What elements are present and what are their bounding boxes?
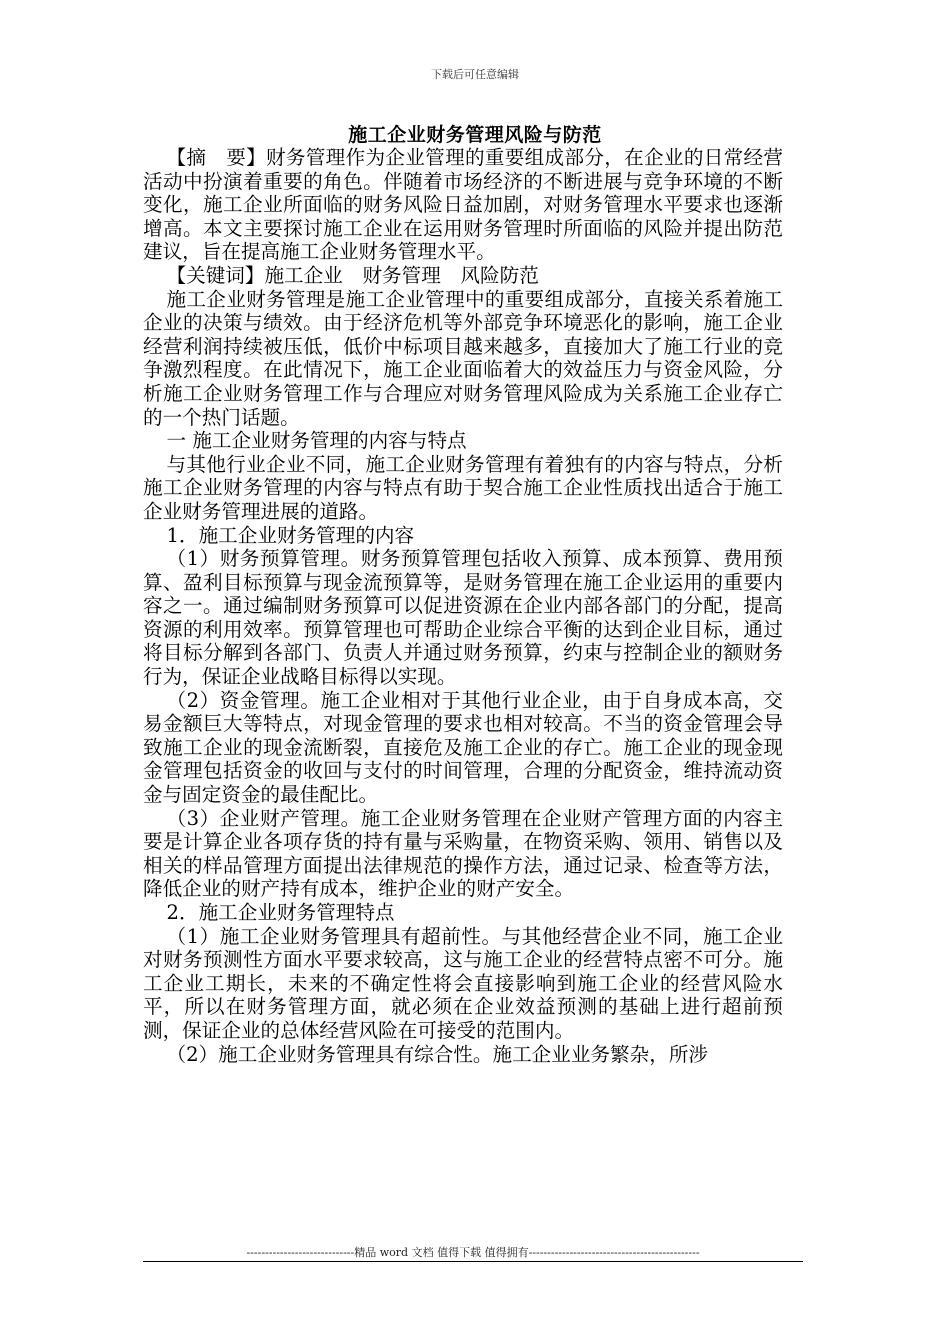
document-title: 施工企业财务管理风险与防范 <box>348 124 602 146</box>
page-header: 下载后可任意编辑 <box>431 68 519 81</box>
subsection-heading-2: 2．施工企业财务管理特点 <box>166 901 395 924</box>
keywords-paragraph: 【关键词】施工企业 财务管理 风险防范 <box>166 263 539 287</box>
abstract-paragraph: 【摘 要】财务管理作为企业管理的重要组成部分，在企业的日常经营活动中扮演着重要的角色。伴随着市场经济的不断进展与竞争环境的不断变化，施工企业所面临的财务风险日益加剧，对财务管理水平要求也逐渐增高。本文主要探讨施工企业在运用财务管理时所面临的风险并提出防范建议，旨在提高施工企业财务管理水平。 <box>143 146 783 264</box>
footer-divider <box>143 1261 803 1262</box>
page-footer: -----------------------------精品 word 文档 值得下载 值得拥有---------------------------------------------- <box>246 1246 700 1259</box>
document-body <box>143 146 783 1066</box>
subsection-heading-1: 1．施工企业财务管理的内容 <box>166 523 415 547</box>
section-heading-1: 一 施工企业财务管理的内容与特点 <box>166 429 467 453</box>
body-paragraph: 与其他行业企业不同，施工企业财务管理有着独有的内容与特点，分析施工企业财务管理的内容与特点有助于契合施工企业性质找出适合于施工企业财务管理进展的道路。 <box>143 452 783 523</box>
body-paragraph: （2）资金管理。施工企业相对于其他行业企业，由于自身成本高，交易金额巨大等特点，对现金管理的要求也相对较高。不当的资金管理会导致施工企业的现金流断裂，直接危及施工企业的存亡。施工企业的现金现金管理包括资金的收回与支付的时间管理，合理的分配资金，维持流动资金与固定资金的最佳配比。 <box>143 688 783 807</box>
body-paragraph: （3）企业财产管理。施工企业财务管理在企业财产管理方面的内容主要是计算企业各项存货的持有量与采购量，在物资采购、领用、销售以及相关的样品管理方面提出法律规范的操作方法，通过记录、检查等方法，降低企业的财产持有成本，维护企业的财产安全。 <box>143 806 783 901</box>
body-paragraph: （2）施工企业财务管理具有综合性。施工企业业务繁杂，所涉 <box>166 1042 709 1066</box>
intro-paragraph: 施工企业财务管理是施工企业管理中的重要组成部分，直接关系着施工企业的决策与绩效。由于经济危机等外部竞争环境恶化的影响，施工企业经营利润持续被压低，低价中标项目越来越多，直接加大了施工行业的竞争激烈程度。在此情况下，施工企业面临着大的效益压力与资金风险，分析施工企业财务管理工作与合理应对财务管理风险成为关系施工企业存亡的一个热门话题。 <box>143 287 783 429</box>
body-paragraph: （1）施工企业财务管理具有超前性。与其他经营企业不同，施工企业对财务预测性方面水平要求较高，这与施工企业的经营特点密不可分。施工企业工期长，未来的不确定性将会直接影响到施工企业的经营风险水平，所以在财务管理方面，就必须在企业效益预测的基础上进行超前预测，保证企业的总体经营风险在可接受的范围内。 <box>143 924 783 1042</box>
body-paragraph: （1）财务预算管理。财务预算管理包括收入预算、成本预算、费用预算、盈利目标预算与现金流预算等，是财务管理在施工企业运用的重要内容之一。通过编制财务预算可以促进资源在企业内部各部门的分配，提高资源的利用效率。预算管理也可帮助企业综合平衡的达到企业目标，通过将目标分解到各部门、负责人并通过财务预算，约束与控制企业的额财务行为，保证企业战略目标得以实现。 <box>143 547 783 689</box>
